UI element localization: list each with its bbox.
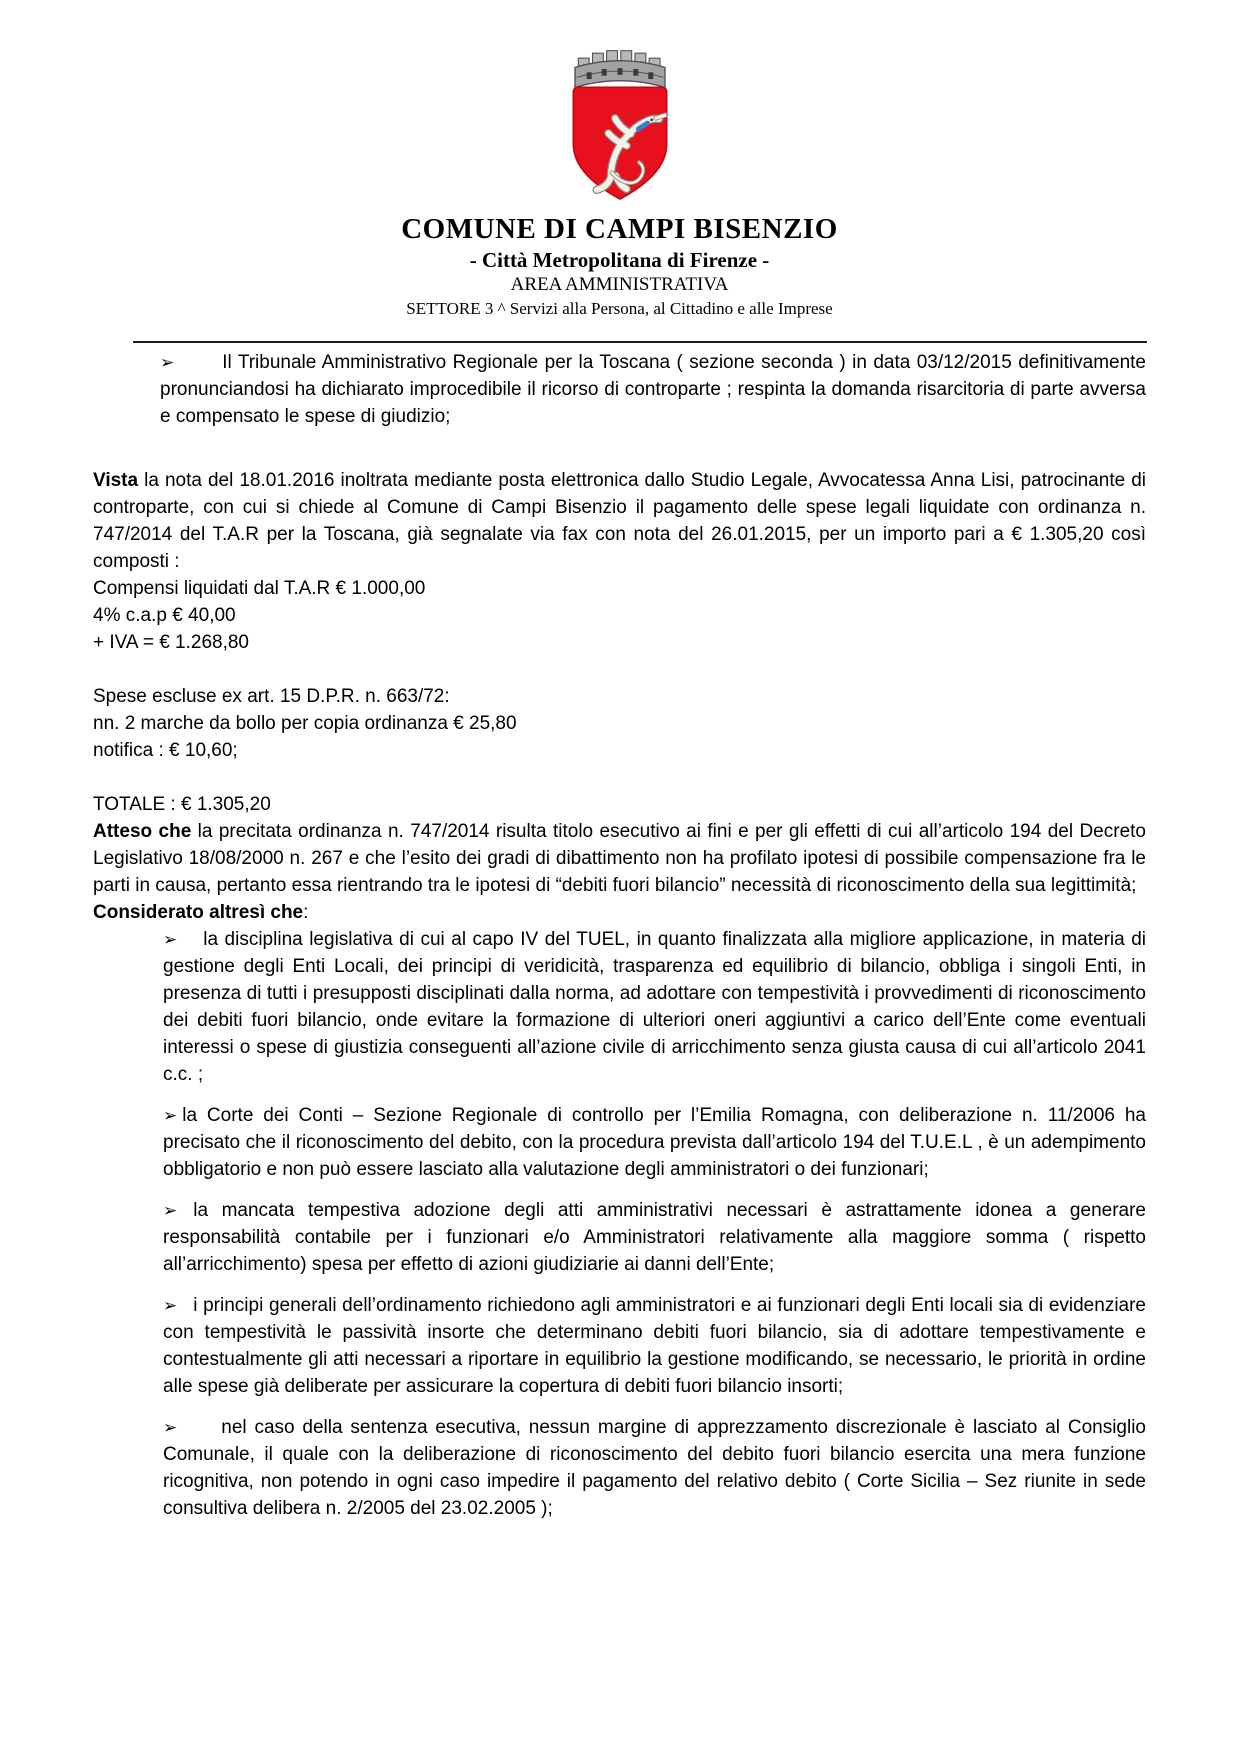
settore-label: SETTORE 3 ^ Servizi alla Persona, al Cittadino e alle Imprese: [406, 298, 833, 318]
arrow-bullet-icon: ➢: [163, 1201, 178, 1221]
arrow-bullet-icon: ➢: [163, 1106, 178, 1126]
list-item-mancata-adozione: [163, 1197, 1146, 1278]
spese-lines: [93, 683, 1146, 764]
compensi-line: Compensi liquidati dal T.A.R € 1.000,00: [93, 578, 426, 600]
arrow-bullet-icon: ➢: [163, 1296, 178, 1316]
atteso-lead: Atteso che: [93, 821, 192, 843]
document-body: [0, 343, 1239, 1522]
comune-title: COMUNE DI CAMPI BISENZIO: [401, 213, 838, 245]
arrow-bullet-icon: ➢: [163, 930, 178, 950]
area-amministrativa-label: AREA AMMINISTRATIVA: [510, 274, 729, 296]
arrow-bullet-icon: ➢: [163, 1418, 178, 1438]
list-item-corte-conti: [163, 1102, 1146, 1183]
list-item-text: i principi generali dell’ordinamento richiedono agli amministratori e ai funzionari degli Enti locali sia di evidenziare con tempestività le passività insorte che determinano debiti fuori bilancio, sia di adottare tempestivamente e contestualmente gli atti necessari a riportare in equilibrio la gestione modificando, se necessario, le priorità in ordine alle spese già deliberate per assicurare la copertura di debiti fuori bilancio insorti;: [163, 1295, 1146, 1398]
coat-of-arms: [545, 40, 695, 208]
vista-lead: Vista: [93, 470, 139, 492]
paragraph-text: Il Tribunale Amministrativo Regionale per la Toscana ( sezione seconda ) in data 03/12/2015 definitivamente pronunciandosi ha dichiarato improcedibile il ricorso di controparte ; respinta la domanda risarcitoria di parte avversa e compensato le spese di giudizio;: [160, 352, 1146, 428]
totale-line: TOTALE : € 1.305,20: [93, 794, 271, 816]
notifica-line: notifica : € 10,60;: [93, 740, 238, 762]
document-header: [0, 0, 1239, 319]
paragraph-vista: [93, 467, 1146, 575]
compensi-lines: [93, 575, 1146, 656]
paragraph-text: la precitata ordinanza n. 747/2014 risulta titolo esecutivo ai fini e per gli effetti di cui all’articolo 194 del Decreto Legislativo 18/08/2000 n. 267 e che l’esito dei gradi di dibattimento non ha profilato ipotesi di possibile compensazione fra le parti in causa, pertanto essa rientrando tra le ipotesi di “debiti fuori bilancio” necessità di riconoscimento della sua legittimità;: [93, 821, 1146, 897]
paragraph-considerato-heading: [93, 899, 1146, 926]
list-item-sentenza-esecutiva: [163, 1414, 1146, 1522]
mural-crown-icon: [575, 51, 665, 88]
paragraph-text: la nota del 18.01.2016 inoltrata mediante posta elettronica dallo Studio Legale, Avvocatessa Anna Lisi, patrocinante di controparte, con cui si chiede al Comune di Campi Bisenzio il pagamento delle spese legali liquidate con ordinanza n. 747/2014 del T.A.R per la Toscana, già segnalate via fax con nota del 26.01.2015, per un importo pari a € 1.305,20 così composti :: [93, 470, 1146, 573]
paragraph-tribunale-bullet: [93, 349, 1146, 430]
list-item-text: nel caso della sentenza esecutiva, nessun margine di apprezzamento discrezionale è lasciato al Consiglio Comunale, il quale con la deliberazione di riconoscimento del debito fuori bilancio esercita una mera funzione ricognitiva, non potendo in ogni caso impedire il pagamento del relativo debito ( Corte Sicilia – Sez riunite in sede consultiva delibera n. 2/2005 del 23.02.2005 );: [163, 1417, 1146, 1520]
considerato-colon: :: [303, 902, 309, 924]
list-item-principi-generali: [163, 1292, 1146, 1400]
arrow-bullet-icon: ➢: [160, 353, 175, 373]
paragraph-atteso: [93, 818, 1146, 899]
marche-bollo-line: nn. 2 marche da bollo per copia ordinanza € 25,80: [93, 713, 517, 735]
considerato-bullet-list: [93, 926, 1146, 1522]
cap-line: 4% c.a.p € 40,00: [93, 605, 236, 627]
list-item-text: la disciplina legislativa di cui al capo IV del TUEL, in quanto finalizzata alla migliore applicazione, in materia di gestione degli Enti Locali, dei principi di veridicità, trasparenza ed equilibrio di bilancio, obbliga i singoli Enti, in presenza di tutti i presupposti disciplinati dalla norma, ad adottare con tempestività i provvedimenti di riconoscimento dei debiti fuori bilancio, onde evitare la formazione di ulteriori oneri aggiuntivi a carico dell’Ente come eventuali interessi o spese di giustizia conseguenti all’azione civile di arricchimento senza giusta causa di cui all’articolo 2041 c.c. ;: [163, 929, 1146, 1086]
list-item-text: la Corte dei Conti – Sezione Regionale di controllo per l’Emilia Romagna, con deliberazione n. 11/2006 ha precisato che il riconoscimento del debito, con la procedura prevista dall’articolo 194 del T.U.E.L , è un adempimento obbligatorio e non può essere lasciato alla valutazione degli amministratori o dei funzionari;: [163, 1105, 1146, 1181]
list-item-text: la mancata tempestiva adozione degli atti amministrativi necessari è astrattamente idonea a generare responsabilità contabile per i funzionari e/o Amministratori relativamente alla maggiore somma ( rispetto all’arricchimento) spesa per effetto di azioni giudiziarie ai danni dell’Ente;: [163, 1200, 1146, 1276]
considerato-lead: Considerato altresì che: [93, 902, 304, 924]
iva-line: + IVA = € 1.268,80: [93, 632, 249, 654]
spese-escluse-line: Spese escluse ex art. 15 D.P.R. n. 663/72:: [93, 686, 450, 708]
list-item-disciplina: [163, 926, 1146, 1088]
citta-metropolitana-subtitle: - Città Metropolitana di Firenze -: [469, 247, 770, 272]
